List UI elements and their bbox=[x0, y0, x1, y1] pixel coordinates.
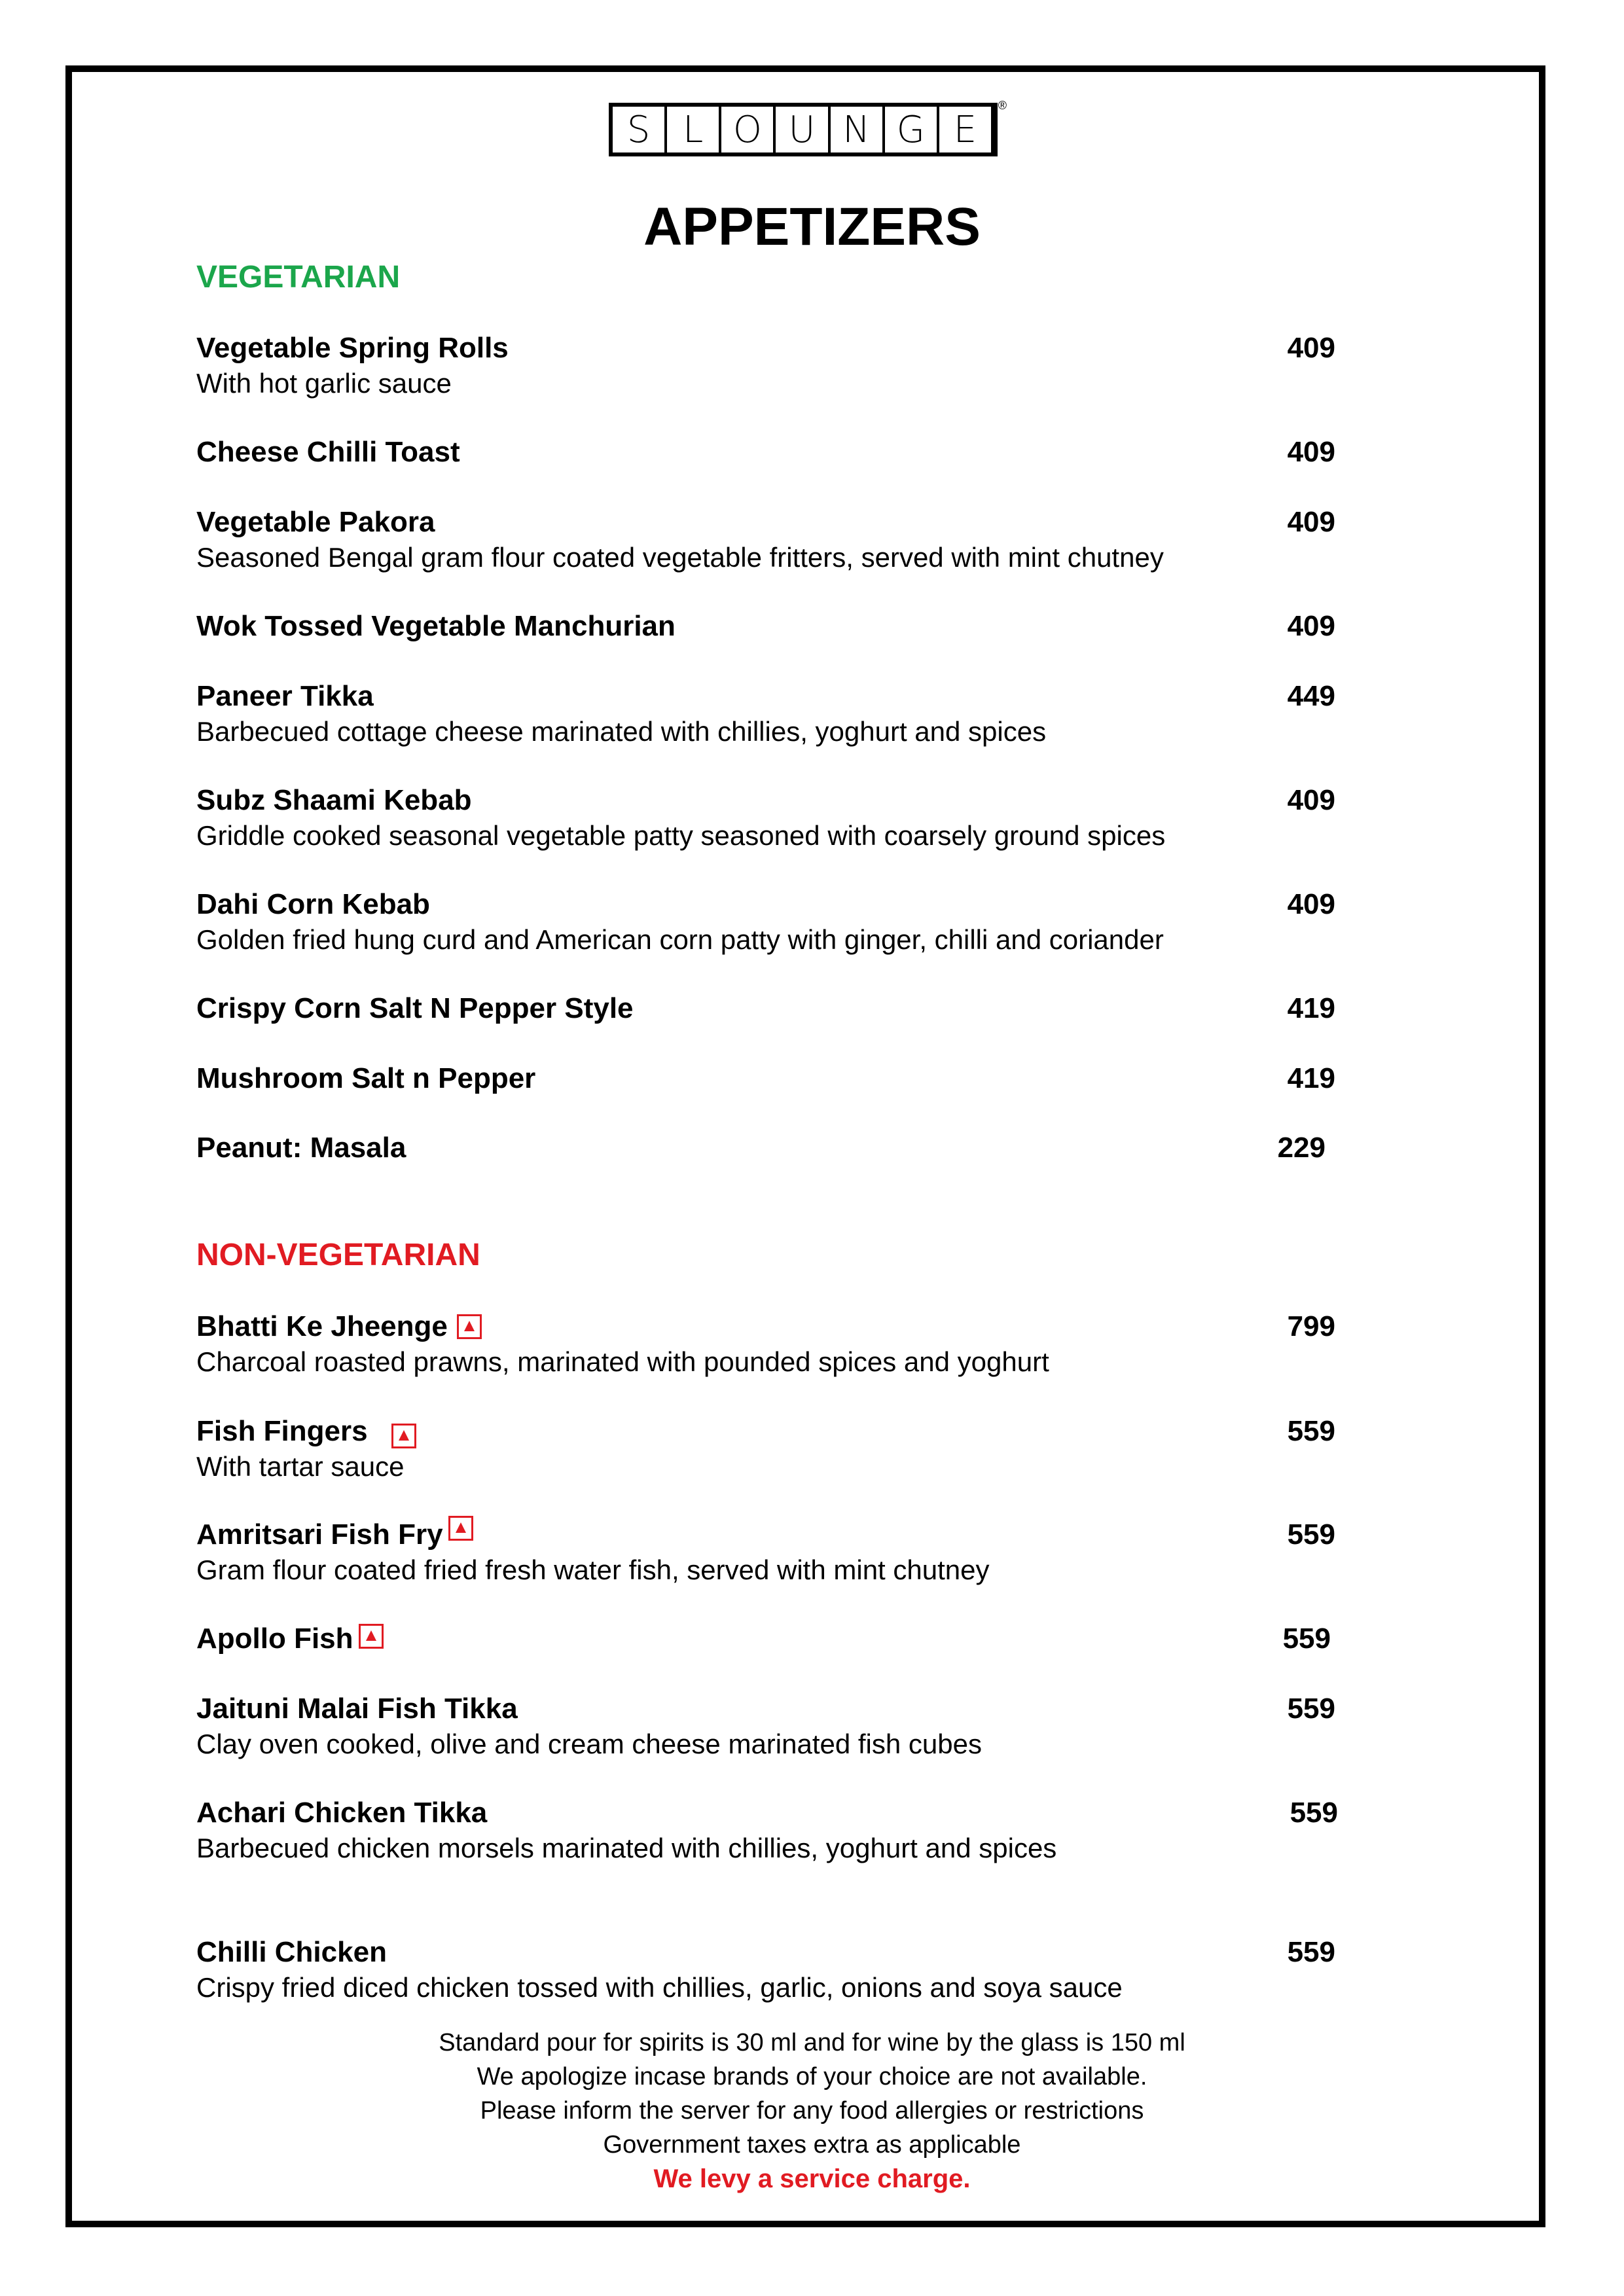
item-name: Crispy Corn Salt N Pepper Style bbox=[196, 992, 634, 1024]
logo-letter: S bbox=[613, 107, 667, 152]
footer-line: We apologize incase brands of your choice are not available. bbox=[477, 2063, 1147, 2090]
item-price: 419 bbox=[1287, 992, 1335, 1024]
item-description: Clay oven cooked, olive and cream cheese marinated fish cubes bbox=[196, 1729, 982, 1759]
non-veg-symbol-icon bbox=[359, 1624, 384, 1649]
item-name: Subz Shaami Kebab bbox=[196, 784, 472, 816]
non-veg-symbol-icon bbox=[457, 1314, 482, 1339]
menu-item bbox=[196, 679, 1335, 749]
item-price: 799 bbox=[1287, 1310, 1335, 1342]
vegetarian-heading: VEGETARIAN bbox=[196, 260, 401, 295]
item-description: Charcoal roasted prawns, marinated with pounded spices and yoghurt bbox=[196, 1346, 1049, 1377]
item-name: Mushroom Salt n Pepper bbox=[196, 1062, 536, 1094]
item-description: Golden fried hung curd and American corn patty with ginger, chilli and coriander bbox=[196, 924, 1164, 955]
item-name: Vegetable Spring Rolls bbox=[196, 332, 509, 364]
item-name: Chilli Chicken bbox=[196, 1936, 387, 1968]
item-price: 229 bbox=[1277, 1132, 1326, 1164]
item-price: 559 bbox=[1287, 1693, 1335, 1725]
logo-letter: L bbox=[667, 107, 721, 152]
item-description: Gram flour coated fried fresh water fish, served with mint chutney bbox=[196, 1554, 990, 1585]
item-name: Dahi Corn Kebab bbox=[196, 888, 430, 920]
menu-item bbox=[196, 1517, 1335, 1588]
menu-item bbox=[196, 783, 1335, 853]
menu-item bbox=[196, 609, 1335, 644]
item-price: 559 bbox=[1287, 1415, 1335, 1447]
footer-line: Standard pour for spirits is 30 ml and for wine by the glass is 150 ml bbox=[439, 2029, 1185, 2056]
item-name-row bbox=[196, 1517, 473, 1552]
item-price: 409 bbox=[1287, 784, 1335, 816]
item-name: Achari Chicken Tikka bbox=[196, 1797, 488, 1829]
item-name: Jaituni Malai Fish Tikka bbox=[196, 1693, 518, 1725]
menu-item bbox=[196, 1061, 1335, 1096]
non-veg-symbol-icon bbox=[448, 1516, 473, 1541]
service-charge-note: We levy a service charge. bbox=[653, 2164, 971, 2193]
menu-item bbox=[196, 887, 1335, 958]
item-name: Peanut: Masala bbox=[196, 1132, 406, 1164]
menu-item bbox=[196, 1621, 1331, 1657]
item-price: 559 bbox=[1287, 1518, 1335, 1551]
menu-item bbox=[196, 505, 1335, 575]
logo-letter: N bbox=[831, 107, 885, 152]
menu-item bbox=[196, 435, 1335, 470]
registered-mark: ® bbox=[998, 99, 1007, 112]
item-name: Apollo Fish bbox=[196, 1623, 353, 1655]
menu-item bbox=[196, 1795, 1338, 1866]
item-price: 409 bbox=[1287, 506, 1335, 538]
item-price: 559 bbox=[1282, 1623, 1331, 1655]
item-price: 409 bbox=[1287, 436, 1335, 468]
item-price: 409 bbox=[1287, 332, 1335, 364]
menu-item bbox=[196, 1414, 1335, 1484]
menu-item bbox=[196, 1130, 1326, 1166]
item-price: 559 bbox=[1287, 1936, 1335, 1968]
item-price: 449 bbox=[1287, 680, 1335, 712]
menu-item bbox=[196, 1691, 1335, 1762]
menu-item bbox=[196, 991, 1335, 1026]
item-description: With tartar sauce bbox=[196, 1451, 405, 1482]
menu-item bbox=[196, 1309, 1335, 1380]
item-price: 559 bbox=[1290, 1797, 1338, 1829]
item-name: Amritsari Fish Fry bbox=[196, 1518, 443, 1551]
logo-letter: O bbox=[721, 107, 776, 152]
item-price: 419 bbox=[1287, 1062, 1335, 1094]
item-name-row bbox=[196, 1621, 384, 1657]
footer-line: Please inform the server for any food allergies or restrictions bbox=[480, 2097, 1144, 2125]
item-name: Bhatti Ke Jheenge bbox=[196, 1310, 448, 1342]
non-veg-symbol-icon bbox=[391, 1424, 416, 1448]
item-description: Crispy fried diced chicken tossed with chillies, garlic, onions and soya sauce bbox=[196, 1972, 1123, 2003]
footer-notes bbox=[0, 2026, 1624, 2196]
logo-letter: E bbox=[939, 107, 994, 152]
item-name: Fish Fingers bbox=[196, 1415, 368, 1447]
item-name: Wok Tossed Vegetable Manchurian bbox=[196, 610, 676, 642]
logo-letter: U bbox=[776, 107, 830, 152]
footer-line: Government taxes extra as applicable bbox=[603, 2131, 1021, 2159]
brand-logo bbox=[609, 99, 1007, 156]
menu-item bbox=[196, 1935, 1335, 2005]
item-description: Griddle cooked seasonal vegetable patty seasoned with coarsely ground spices bbox=[196, 820, 1166, 851]
item-name-row bbox=[196, 1414, 416, 1449]
page-title: APPETIZERS bbox=[643, 197, 981, 257]
item-description: Barbecued cottage cheese marinated with chillies, yoghurt and spices bbox=[196, 716, 1047, 747]
logo-letter: G bbox=[885, 107, 939, 152]
item-description: Barbecued chicken morsels marinated with chillies, yoghurt and spices bbox=[196, 1833, 1057, 1863]
item-description: Seasoned Bengal gram flour coated vegetable fritters, served with mint chutney bbox=[196, 542, 1164, 573]
item-price: 409 bbox=[1287, 610, 1335, 642]
menu-item bbox=[196, 331, 1335, 401]
non-vegetarian-heading: NON-VEGETARIAN bbox=[196, 1238, 480, 1272]
item-description: With hot garlic sauce bbox=[196, 368, 452, 399]
item-name: Paneer Tikka bbox=[196, 680, 374, 712]
item-name-row bbox=[196, 1309, 482, 1344]
item-price: 409 bbox=[1287, 888, 1335, 920]
item-name: Vegetable Pakora bbox=[196, 506, 435, 538]
item-name: Cheese Chilli Toast bbox=[196, 436, 460, 468]
